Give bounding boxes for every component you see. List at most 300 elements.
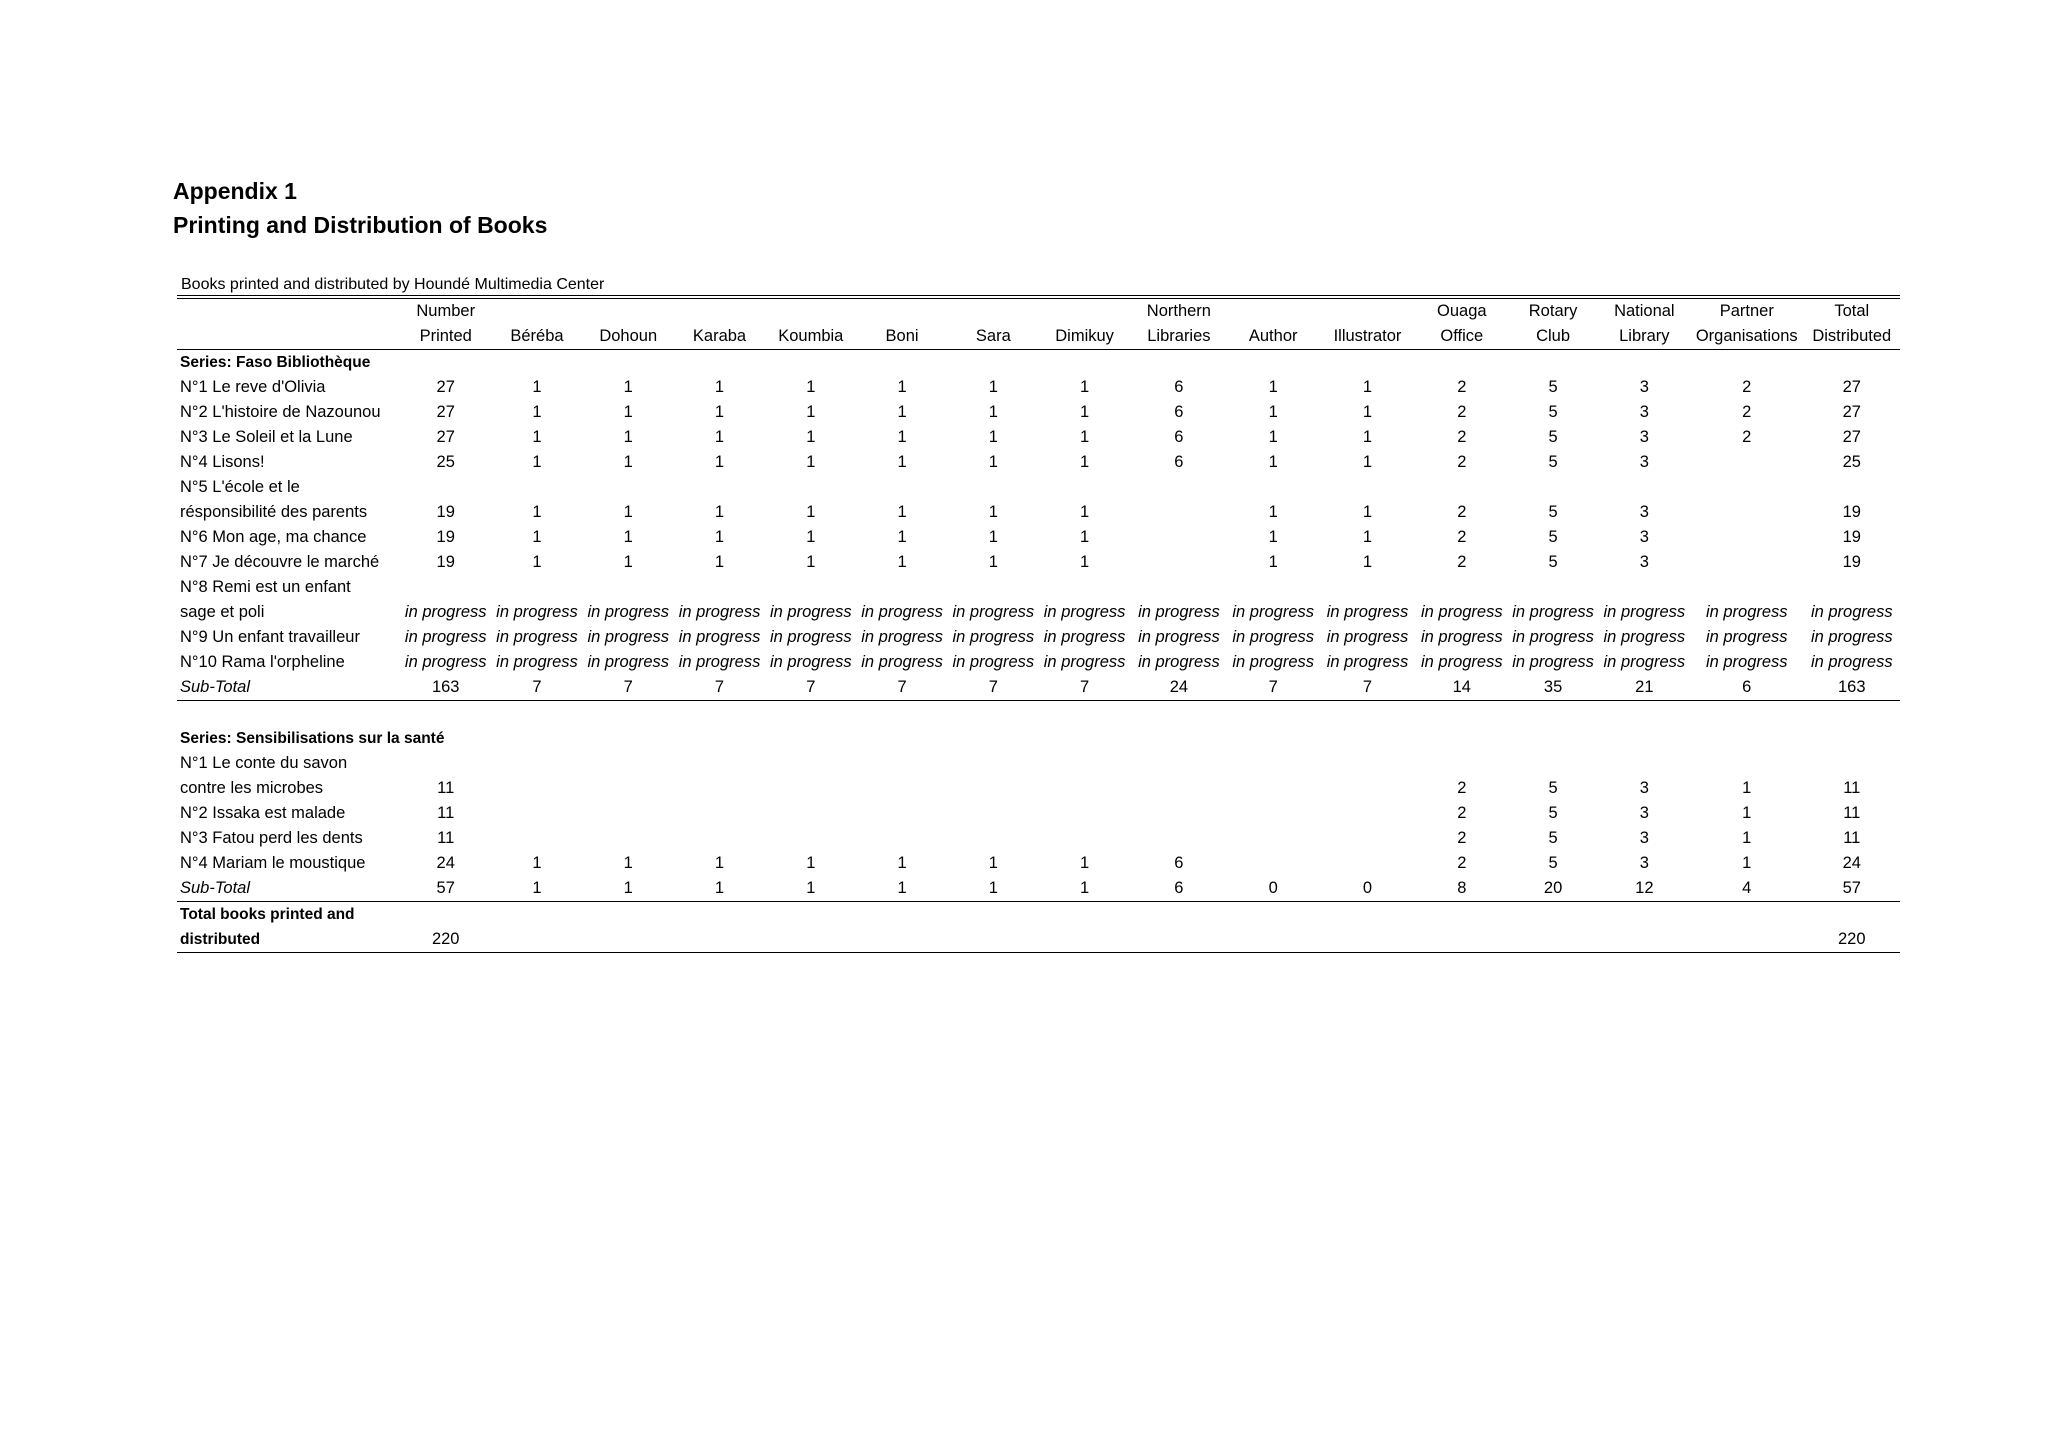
- value-cell: 1: [623, 403, 633, 421]
- table-row: [177, 500, 1900, 525]
- value-cell: in progress: [861, 628, 943, 646]
- empty-cell: [491, 927, 582, 953]
- empty-cell: [400, 902, 491, 928]
- value-cell: 27: [1842, 428, 1861, 446]
- table-row: [177, 776, 1900, 801]
- value-cell: 1: [806, 453, 816, 471]
- value-cell: [491, 801, 582, 826]
- value-cell: 1: [1742, 854, 1752, 872]
- column-header: [583, 297, 674, 324]
- value-cell: [1130, 525, 1227, 550]
- subtotal-value: 8: [1416, 876, 1507, 902]
- value-cell: in progress: [769, 603, 852, 621]
- value-cell: in progress: [1043, 603, 1126, 621]
- header-row: [177, 297, 1900, 324]
- value-cell: in progress: [1603, 628, 1686, 646]
- value-cell: in progress: [952, 603, 1035, 621]
- value-cell: 1: [714, 528, 725, 546]
- value-cell: [491, 776, 582, 801]
- value-cell: 1: [532, 854, 542, 872]
- value-cell: 2: [1457, 503, 1467, 521]
- empty-cell: [674, 902, 765, 928]
- value-cell: [1690, 500, 1804, 525]
- value-cell: [491, 751, 582, 776]
- value-cell: in progress: [496, 603, 578, 621]
- value-cell: 1: [1362, 503, 1373, 521]
- empty-cell: [765, 927, 856, 953]
- subtotal-value: 7: [1039, 675, 1130, 701]
- value-cell: 1: [806, 528, 816, 546]
- value-cell: 1: [1362, 403, 1373, 421]
- grand-total-label: distributed: [177, 927, 400, 953]
- value-cell: in progress: [1603, 603, 1686, 621]
- column-header: Total: [1804, 297, 1900, 324]
- value-cell: 1: [532, 528, 542, 546]
- value-cell: 5: [1548, 528, 1558, 546]
- subtotal-value: 7: [856, 675, 947, 701]
- value-cell: in progress: [769, 653, 852, 671]
- table-row: [177, 650, 1900, 675]
- value-cell: [1319, 801, 1416, 826]
- column-header: [856, 297, 947, 324]
- empty-cell: [1039, 927, 1130, 953]
- value-cell: 1: [897, 854, 907, 872]
- value-cell: [1690, 751, 1804, 776]
- value-cell: 6: [1174, 428, 1184, 446]
- table-row: [177, 625, 1900, 650]
- value-cell: 19: [1842, 553, 1861, 571]
- value-cell: [1228, 776, 1319, 801]
- value-cell: in progress: [1232, 653, 1314, 671]
- value-cell: 27: [436, 378, 455, 396]
- value-cell: 3: [1639, 428, 1649, 446]
- grand-total-label: Total books printed and: [180, 906, 355, 923]
- value-cell: [491, 475, 582, 500]
- value-cell: 3: [1639, 804, 1649, 822]
- column-header: [1319, 297, 1416, 324]
- value-cell: [948, 801, 1039, 826]
- value-cell: in progress: [1326, 628, 1409, 646]
- value-cell: 6: [1174, 378, 1184, 396]
- value-cell: in progress: [587, 628, 670, 646]
- empty-cell: [1228, 902, 1319, 928]
- value-cell: [1416, 575, 1507, 600]
- value-cell: 5: [1548, 403, 1558, 421]
- value-cell: 1: [897, 453, 907, 471]
- value-cell: 1: [1268, 528, 1278, 546]
- value-cell: 1: [1079, 378, 1090, 396]
- value-cell: in progress: [1138, 653, 1220, 671]
- value-cell: 1: [897, 428, 907, 446]
- value-cell: 11: [437, 779, 455, 797]
- value-cell: [1130, 826, 1227, 851]
- value-cell: [674, 751, 765, 776]
- value-cell: [1507, 751, 1598, 776]
- value-cell: [948, 575, 1039, 600]
- book-title-cell: N°9 Un enfant travailleur: [180, 628, 360, 646]
- value-cell: [1690, 450, 1804, 475]
- value-cell: [1599, 751, 1690, 776]
- value-cell: in progress: [1705, 653, 1788, 671]
- grand-total-distributed: 220: [1804, 927, 1900, 953]
- value-cell: 5: [1548, 804, 1558, 822]
- value-cell: 1: [1742, 804, 1752, 822]
- page-title: Printing and Distribution of Books: [173, 212, 548, 238]
- empty-cell: [674, 927, 765, 953]
- value-cell: 1: [988, 854, 998, 872]
- series-heading-row: [177, 350, 1900, 376]
- subtotal-value: 57: [400, 876, 491, 902]
- empty-cell: [856, 927, 947, 953]
- value-cell: 1: [806, 553, 816, 571]
- value-cell: 1: [623, 854, 633, 872]
- value-cell: 1: [714, 854, 725, 872]
- value-cell: 1: [988, 428, 998, 446]
- empty-cell: [1416, 927, 1507, 953]
- empty-cell: [1319, 927, 1416, 953]
- value-cell: [674, 801, 765, 826]
- value-cell: [583, 475, 674, 500]
- value-cell: in progress: [1043, 653, 1126, 671]
- column-header: Organisations: [1690, 324, 1804, 350]
- value-cell: [1130, 500, 1227, 525]
- subtotal-value: 6: [1130, 876, 1227, 902]
- value-cell: 25: [1842, 453, 1861, 471]
- column-header: [177, 324, 400, 350]
- value-cell: 1: [897, 553, 907, 571]
- value-cell: 3: [1639, 403, 1649, 421]
- book-title-cell: N°2 Issaka est malade: [180, 804, 346, 822]
- value-cell: 3: [1639, 528, 1649, 546]
- empty-cell: [1690, 902, 1804, 928]
- value-cell: [583, 776, 674, 801]
- value-cell: [1690, 475, 1804, 500]
- value-cell: 1: [1362, 528, 1373, 546]
- empty-cell: [1507, 927, 1598, 953]
- value-cell: 1: [1268, 503, 1278, 521]
- value-cell: [583, 751, 674, 776]
- book-title-cell: N°7 Je découvre le marché: [180, 553, 380, 571]
- value-cell: [1319, 776, 1416, 801]
- table-caption: Books printed and distributed by Houndé Multimedia Center: [181, 276, 605, 293]
- series-heading: Series: Faso Bibliothèque: [180, 354, 371, 371]
- value-cell: in progress: [1232, 628, 1314, 646]
- subtotal-value: 14: [1416, 675, 1507, 701]
- value-cell: 19: [436, 528, 455, 546]
- table-row: [177, 826, 1900, 851]
- empty-cell: [1130, 902, 1227, 928]
- value-cell: [400, 575, 491, 600]
- value-cell: [856, 801, 947, 826]
- value-cell: [583, 826, 674, 851]
- subtotal-value: 7: [583, 675, 674, 701]
- series-heading-row: [177, 726, 1900, 751]
- value-cell: [1039, 575, 1130, 600]
- value-cell: [1228, 851, 1319, 876]
- value-cell: in progress: [1043, 628, 1126, 646]
- value-cell: 1: [1079, 403, 1090, 421]
- value-cell: 24: [1842, 854, 1861, 872]
- grand-total-row: [177, 902, 1900, 928]
- value-cell: 19: [1842, 528, 1861, 546]
- book-title-cell: N°3 Fatou perd les dents: [180, 829, 363, 847]
- table-row: [177, 751, 1900, 776]
- value-cell: in progress: [1512, 603, 1594, 621]
- column-header: Library: [1599, 324, 1690, 350]
- value-cell: in progress: [678, 628, 761, 646]
- column-header: Distributed: [1804, 324, 1900, 350]
- value-cell: 2: [1742, 403, 1752, 421]
- value-cell: 3: [1639, 553, 1649, 571]
- value-cell: in progress: [587, 603, 670, 621]
- book-title-cell: sage et poli: [180, 603, 265, 621]
- value-cell: 1: [623, 503, 633, 521]
- table-row: [177, 801, 1900, 826]
- value-cell: 1: [714, 453, 725, 471]
- value-cell: 11: [1843, 804, 1861, 822]
- value-cell: 1: [623, 378, 633, 396]
- value-cell: in progress: [1420, 603, 1503, 621]
- value-cell: 1: [532, 503, 542, 521]
- value-cell: in progress: [1512, 628, 1594, 646]
- value-cell: [1228, 575, 1319, 600]
- value-cell: in progress: [496, 653, 578, 671]
- column-header: Libraries: [1130, 324, 1227, 350]
- value-cell: 1: [714, 403, 725, 421]
- empty-cell: [1690, 927, 1804, 953]
- value-cell: 5: [1548, 378, 1558, 396]
- value-cell: in progress: [1810, 653, 1893, 671]
- value-cell: 1: [897, 378, 907, 396]
- value-cell: 1: [806, 428, 816, 446]
- column-header: Rotary: [1507, 297, 1598, 324]
- value-cell: 3: [1639, 779, 1649, 797]
- value-cell: 1: [806, 378, 816, 396]
- value-cell: 1: [532, 428, 542, 446]
- table-row: [177, 550, 1900, 575]
- value-cell: [674, 575, 765, 600]
- value-cell: [1130, 575, 1227, 600]
- series-heading: Series: Sensibilisations sur la santé: [180, 730, 445, 747]
- value-cell: [1804, 475, 1900, 500]
- column-header: Printed: [400, 324, 491, 350]
- column-header: Dimikuy: [1039, 324, 1130, 350]
- column-header: Karaba: [674, 324, 765, 350]
- column-header: Author: [1228, 324, 1319, 350]
- value-cell: 1: [1268, 428, 1278, 446]
- value-cell: [856, 776, 947, 801]
- value-cell: [1039, 475, 1130, 500]
- value-cell: [1130, 751, 1227, 776]
- value-cell: 1: [988, 403, 998, 421]
- value-cell: [856, 751, 947, 776]
- value-cell: 1: [1362, 553, 1373, 571]
- value-cell: 1: [714, 428, 725, 446]
- value-cell: 1: [1268, 403, 1278, 421]
- column-header: Boni: [856, 324, 947, 350]
- value-cell: 1: [1079, 453, 1090, 471]
- value-cell: 5: [1548, 553, 1558, 571]
- value-cell: 3: [1639, 503, 1649, 521]
- value-cell: [948, 826, 1039, 851]
- value-cell: 11: [1843, 829, 1861, 847]
- spacer-cell: [177, 701, 1900, 727]
- value-cell: in progress: [861, 603, 943, 621]
- value-cell: 2: [1457, 378, 1467, 396]
- column-header: Partner: [1690, 297, 1804, 324]
- empty-cell: [948, 902, 1039, 928]
- table-row: [177, 525, 1900, 550]
- column-header: Ouaga: [1416, 297, 1507, 324]
- column-header: [948, 297, 1039, 324]
- subtotal-label: Sub-Total: [177, 876, 400, 902]
- value-cell: [1228, 751, 1319, 776]
- header-row: [177, 324, 1900, 350]
- table-body: [177, 350, 1900, 953]
- value-cell: 1: [532, 453, 542, 471]
- value-cell: 5: [1548, 453, 1558, 471]
- value-cell: 1: [714, 503, 725, 521]
- value-cell: 1: [623, 528, 633, 546]
- table-row: [177, 600, 1900, 625]
- value-cell: [1804, 575, 1900, 600]
- value-cell: 1: [1742, 779, 1752, 797]
- value-cell: 2: [1457, 403, 1467, 421]
- value-cell: in progress: [678, 653, 761, 671]
- subtotal-value: 1: [948, 876, 1039, 902]
- subtotal-value: 1: [491, 876, 582, 902]
- value-cell: 2: [1457, 528, 1467, 546]
- value-cell: 2: [1457, 829, 1467, 847]
- column-header: [674, 297, 765, 324]
- value-cell: 5: [1548, 854, 1558, 872]
- book-title-cell: N°8 Remi est un enfant: [180, 578, 351, 596]
- column-header: Béréba: [491, 324, 582, 350]
- subtotal-value: 1: [674, 876, 765, 902]
- table-header: [177, 297, 1900, 350]
- value-cell: 1: [532, 403, 542, 421]
- value-cell: [1507, 475, 1598, 500]
- subtotal-value: 20: [1507, 876, 1598, 902]
- value-cell: in progress: [1810, 628, 1893, 646]
- value-cell: [765, 776, 856, 801]
- value-cell: 1: [988, 453, 998, 471]
- value-cell: 19: [436, 553, 455, 571]
- column-header: Koumbia: [765, 324, 856, 350]
- subtotal-row: [177, 876, 1900, 902]
- empty-cell: [1416, 902, 1507, 928]
- subtotal-value: 1: [583, 876, 674, 902]
- subtotal-value: 12: [1599, 876, 1690, 902]
- value-cell: [1319, 826, 1416, 851]
- value-cell: [1130, 801, 1227, 826]
- value-cell: 6: [1174, 453, 1184, 471]
- value-cell: in progress: [1138, 603, 1220, 621]
- subtotal-value: 0: [1228, 876, 1319, 902]
- value-cell: 5: [1548, 428, 1558, 446]
- value-cell: 2: [1457, 553, 1467, 571]
- value-cell: 1: [988, 503, 998, 521]
- value-cell: 1: [897, 528, 907, 546]
- empty-cell: [1507, 902, 1598, 928]
- subtotal-value: 24: [1130, 675, 1227, 701]
- value-cell: 1: [1268, 553, 1278, 571]
- value-cell: 11: [1843, 779, 1861, 797]
- value-cell: 3: [1639, 854, 1649, 872]
- value-cell: in progress: [1326, 603, 1409, 621]
- value-cell: 1: [806, 854, 816, 872]
- value-cell: in progress: [404, 628, 487, 646]
- empty-cell: [1319, 902, 1416, 928]
- value-cell: in progress: [861, 653, 943, 671]
- value-cell: [1416, 475, 1507, 500]
- value-cell: 1: [623, 428, 633, 446]
- table-row: [177, 575, 1900, 600]
- value-cell: [948, 475, 1039, 500]
- empty-cell: [1804, 902, 1900, 928]
- column-header: Office: [1416, 324, 1507, 350]
- value-cell: [1690, 525, 1804, 550]
- value-cell: 1: [988, 378, 998, 396]
- value-cell: [1228, 475, 1319, 500]
- value-cell: [1599, 575, 1690, 600]
- empty-cell: [1599, 902, 1690, 928]
- value-cell: 11: [437, 829, 455, 847]
- value-cell: [674, 826, 765, 851]
- subtotal-value: 1: [1039, 876, 1130, 902]
- value-cell: 27: [1842, 403, 1861, 421]
- empty-cell: [948, 927, 1039, 953]
- value-cell: in progress: [587, 653, 670, 671]
- column-header: Sara: [948, 324, 1039, 350]
- empty-cell: [856, 902, 947, 928]
- spacer-row: [177, 701, 1900, 727]
- empty-cell: [491, 902, 582, 928]
- book-title-cell: N°1 Le conte du savon: [180, 754, 348, 772]
- subtotal-value: 7: [765, 675, 856, 701]
- value-cell: 11: [437, 804, 455, 822]
- empty-cell: [1228, 927, 1319, 953]
- column-header: Number: [400, 297, 491, 324]
- value-cell: 1: [1362, 428, 1373, 446]
- value-cell: in progress: [952, 628, 1035, 646]
- value-cell: [1416, 751, 1507, 776]
- value-cell: in progress: [404, 653, 487, 671]
- value-cell: [1319, 475, 1416, 500]
- subtotal-label: Sub-Total: [177, 675, 400, 701]
- column-header: [1228, 297, 1319, 324]
- value-cell: [856, 575, 947, 600]
- value-cell: 1: [806, 503, 816, 521]
- value-cell: [765, 751, 856, 776]
- subtotal-value: 1: [765, 876, 856, 902]
- value-cell: 5: [1548, 829, 1558, 847]
- subtotal-value: 0: [1319, 876, 1416, 902]
- value-cell: [674, 776, 765, 801]
- subtotal-value: 163: [400, 675, 491, 701]
- value-cell: in progress: [769, 628, 852, 646]
- value-cell: 2: [1742, 428, 1752, 446]
- column-header: [491, 297, 582, 324]
- value-cell: in progress: [678, 603, 761, 621]
- value-cell: [583, 575, 674, 600]
- value-cell: [400, 475, 491, 500]
- book-title-cell: N°2 L'histoire de Nazounou: [180, 403, 381, 421]
- value-cell: [1039, 801, 1130, 826]
- value-cell: 24: [436, 854, 455, 872]
- value-cell: 1: [988, 553, 998, 571]
- value-cell: 3: [1639, 829, 1649, 847]
